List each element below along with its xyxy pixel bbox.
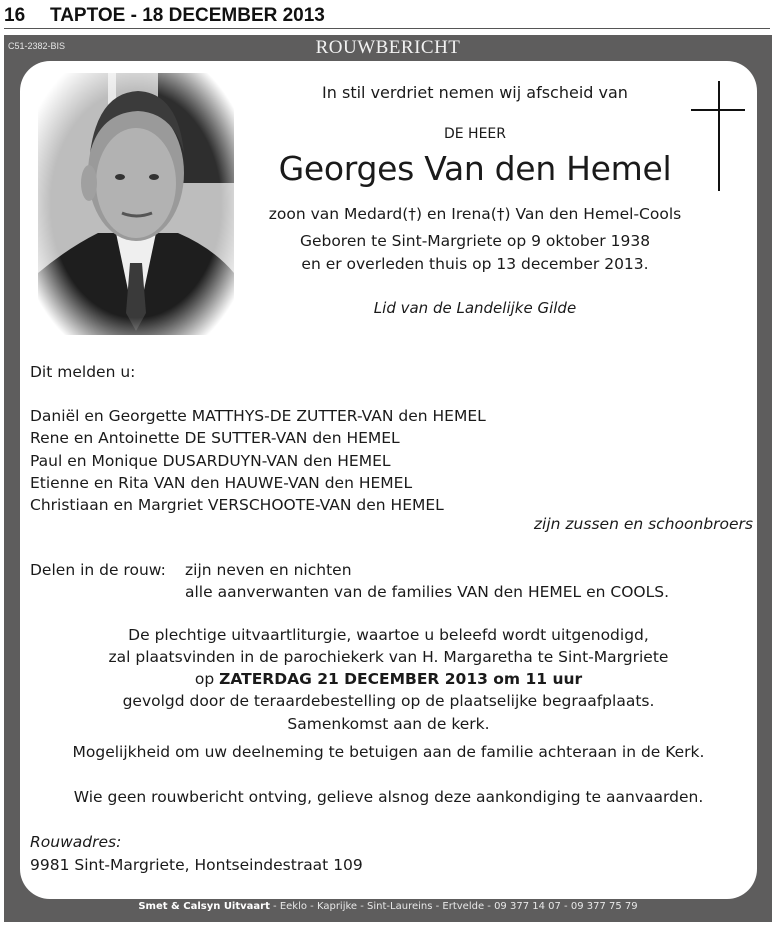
mourning-section <box>30 559 669 603</box>
funeral-date-prefix: op <box>194 670 220 688</box>
parents-text: zoon van Medard(†) en Irena(†) Van den Hemel-Cools <box>268 205 682 223</box>
family-list <box>30 405 486 516</box>
mourning-line: alle aanverwanten van de families VAN den HEMEL en COOLS. <box>185 583 670 601</box>
funeral-details <box>20 624 757 712</box>
page-header <box>4 4 325 28</box>
obituary-card <box>20 61 757 899</box>
family-member: Etienne en Rita VAN den HAUWE-VAN den HEMEL <box>30 473 413 492</box>
obituary-frame <box>4 35 772 922</box>
birth-text: Geboren te Sint-Margriete op 9 oktober 1938 <box>299 232 651 250</box>
funeral-line: gevolgd door de teraardebestelling op de plaatselijke begraafplaats. <box>122 692 655 710</box>
relation-text: zijn zussen en schoonbroers <box>533 515 753 533</box>
deceased-name: Georges Van den Hemel <box>278 149 672 188</box>
header-rule <box>4 28 770 29</box>
family-member: Rene en Antoinette DE SUTTER-VAN den HEMEL <box>30 429 400 448</box>
funeral-line: zal plaatsvinden in de parochiekerk van H. Margaretha te Sint-Margriete <box>108 648 669 666</box>
page-number: 16 <box>4 5 26 26</box>
address-value: 9981 Sint-Margriete, Hontseindestraat 109 <box>30 856 363 874</box>
address-label: Rouwadres: <box>30 833 122 851</box>
family-member: Daniël en Georgette MATTHYS-DE ZUTTER-VAN den HEMEL <box>30 407 486 425</box>
membership-text: Lid van de Landelijke Gilde <box>373 299 577 317</box>
funeral-home-footer <box>4 901 772 912</box>
title-text: DE HEER <box>443 126 507 142</box>
funeral-date: ZATERDAG 21 DECEMBER 2013 om 11 uur <box>219 670 583 688</box>
frame-title-bar <box>4 35 772 60</box>
notice-text: Wie geen rouwbericht ontving, gelieve alsnog deze aankondiging te aanvaarden. <box>73 788 704 806</box>
mourning-line: zijn neven en nichten <box>185 561 352 579</box>
section-title: ROUWBERICHT <box>315 37 461 58</box>
family-member: Christiaan en Margriet VERSCHOOTE-VAN den HEMEL <box>30 496 444 515</box>
funeral-date-line <box>20 668 757 690</box>
announcement-intro: Dit melden u: <box>30 363 136 381</box>
publication-title: TAPTOE - 18 DECEMBER 2013 <box>50 5 325 26</box>
funeral-home-details: - Eeklo - Kaprijke - Sint-Laureins - Ertvelde - 09 377 14 07 - 09 377 75 79 <box>269 901 638 912</box>
condolence-text: Mogelijkheid om uw deelneming te betuigen aan de familie achteraan in de Kerk. <box>72 743 705 761</box>
family-member: Paul en Monique DUSARDUYN-VAN den HEMEL <box>30 451 391 470</box>
gathering-text: Samenkomst aan de kerk. <box>287 715 490 733</box>
mourning-label: Delen in de rouw: <box>30 561 166 579</box>
funeral-home-name: Smet & Calsyn Uitvaart <box>138 901 270 912</box>
death-text: en er overleden thuis op 13 december 2013. <box>301 255 649 273</box>
intro-text: In stil verdriet nemen wij afscheid van <box>322 83 628 102</box>
funeral-line: De plechtige uitvaartliturgie, waartoe u beleefd wordt uitgenodigd, <box>128 626 649 644</box>
portrait-photo-icon <box>38 73 234 335</box>
reference-code: C51-2382-BIS <box>8 41 66 51</box>
